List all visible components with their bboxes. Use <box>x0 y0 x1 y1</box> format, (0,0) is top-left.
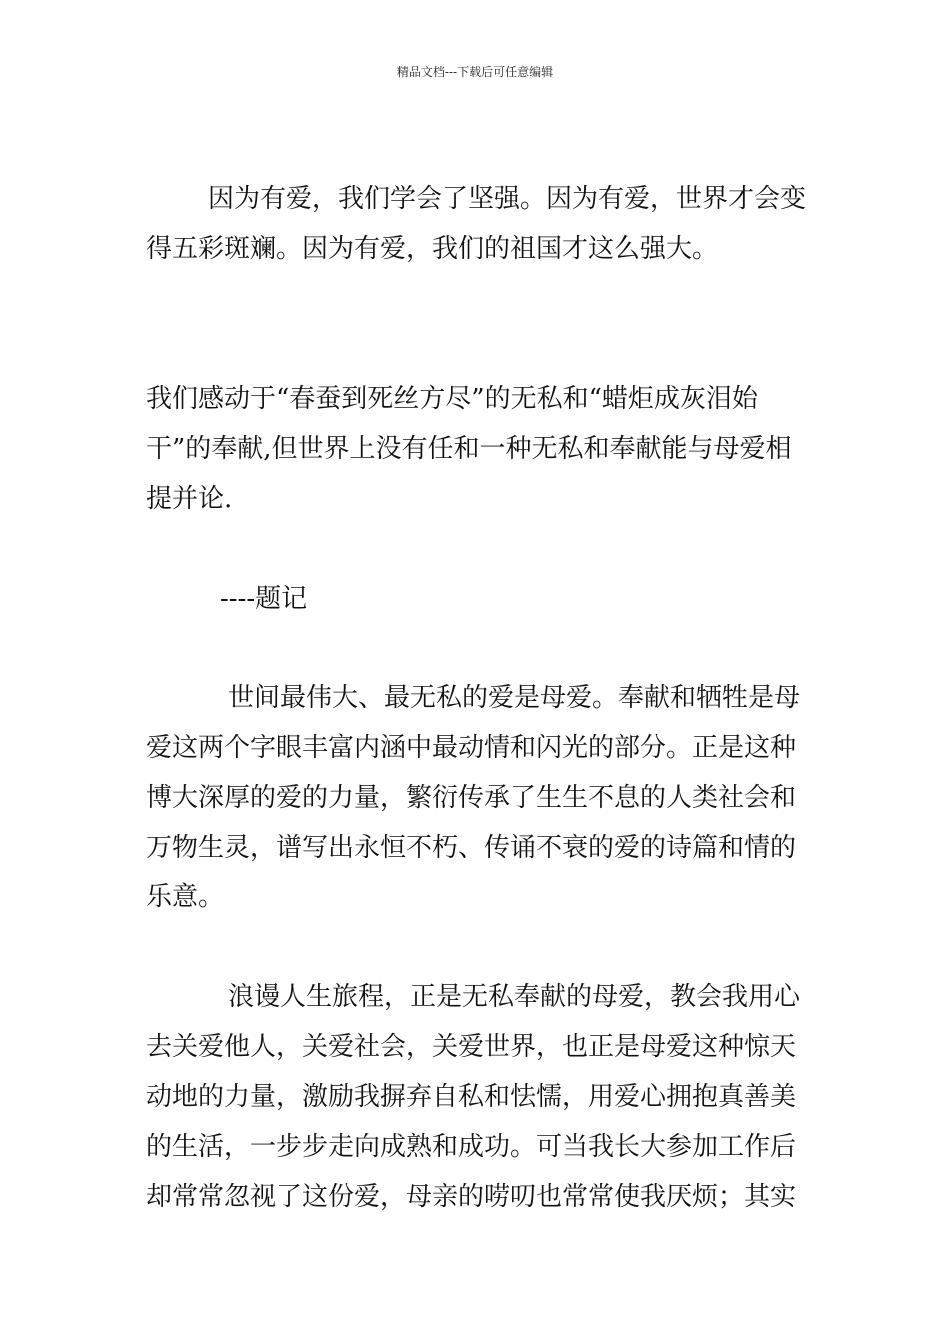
text-line: 世间最伟大、最无私的爱是母爱。奉献和牺牲是母 <box>228 683 801 713</box>
text-line: 却常常忽视了这份爱，母亲的唠叨也常常使我厌烦；其实 <box>146 1182 797 1212</box>
text-line: ----题记 <box>220 584 308 614</box>
text-line: 得五彩斑斓。因为有爱，我们的祖国才这么强大。 <box>146 234 719 264</box>
text-line: 浪谩人生旅程，正是无私奉献的母爱，教会我用心 <box>228 982 801 1012</box>
text-line: 去关爱他人，关爱社会，关爱世界，也正是母爱这种惊天 <box>146 1032 797 1062</box>
text-line: 提并论. <box>146 484 233 514</box>
text-line: 我们感动于“春蚕到死丝方尽”的无私和“蜡炬成灰泪始 <box>146 384 758 414</box>
text-line: 博大深厚的爱的力量，繁衍传承了生生不息的人类社会和 <box>146 783 797 813</box>
text-line: 动地的力量，激励我摒弃自私和怯懦，用爱心拥抱真善美 <box>146 1082 797 1112</box>
text-line: 因为有爱，我们学会了坚强。因为有爱，世界才会变 <box>208 184 807 214</box>
text-line: 的生活，一步步走向成熟和成功。可当我长大参加工作后 <box>146 1132 797 1162</box>
text-line: 万物生灵，谱写出永恒不朽、传诵不衰的爱的诗篇和情的 <box>146 833 797 863</box>
page-header: 精品文档---下载后可任意编辑 <box>396 65 554 79</box>
text-line: 干”的奉献,但世界上没有任和一种无私和奉献能与母爱相 <box>146 434 792 464</box>
text-line: 爱这两个字眼丰富内涵中最动情和闪光的部分。正是这种 <box>146 733 797 763</box>
text-line: 乐意。 <box>146 882 225 912</box>
